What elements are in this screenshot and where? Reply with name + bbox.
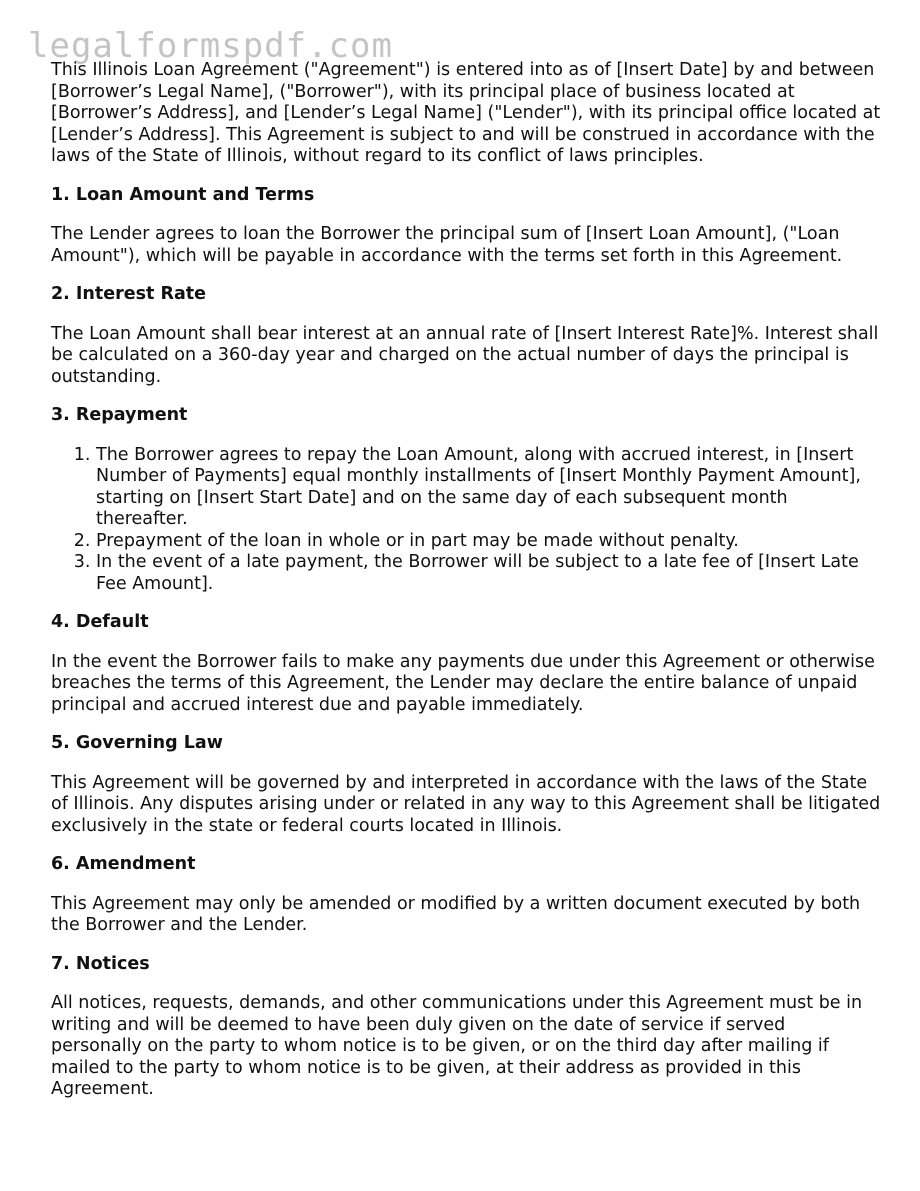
section-heading-repayment: 3. Repayment [51, 405, 188, 425]
section-heading-interest-rate: 2. Interest Rate [51, 284, 207, 304]
section-body-loan-amount: The Lender agrees to loan the Borrower the principal sum of [Insert Loan Amount], ("Loan Amount"), which will be payable in accordance with the terms set forth in this Agreement. [51, 224, 843, 266]
repayment-list [51, 445, 881, 596]
section-heading-amendment: 6. Amendment [51, 854, 196, 874]
document-body [51, 60, 881, 1101]
section-body-amendment: This Agreement may only be amended or modified by a written document executed by both the Borrower and the Lender. [51, 893, 861, 935]
section-body-interest-rate: The Loan Amount shall bear interest at an annual rate of [Insert Interest Rate]%. Interest shall be calculated on a 360-day year and charged on the actual number of days the principal is outstanding. [51, 323, 879, 387]
list-item: 1. The Borrower agrees to repay the Loan Amount, along with accrued interest, in [Insert Number of Payments] equal monthly installments of [Insert Monthly Payment Amount], starting on [Insert Start Date] and on the same day of each subsequent month thereafter. [96, 445, 881, 531]
section-body-notices: All notices, requests, demands, and other communications under this Agreement must be in writing and will be deemed to have been duly given on the date of service if served personally on the party to whom notice is to be given, or on the third day after mailing if mailed to the party to whom notice is to be given, at their address as provided in this Agreement. [51, 993, 863, 1099]
section-heading-loan-amount: 1. Loan Amount and Terms [51, 184, 315, 205]
intro-paragraph: This Illinois Loan Agreement ("Agreement") is entered into as of [Insert Date] by and between [Borrower’s Legal Name], ("Borrower"), with its principal place of business located at [Borrower’s Address], and [Lender’s Legal Name] ("Lender"), with its principal office located at [Lender’s Address]. This Agreement is subject to and will be construed in accordance with the laws of the State of Illinois, without regard to its conflict of laws principles. [51, 60, 881, 166]
section-heading-default: 4. Default [51, 612, 149, 632]
watermark: legalformspdf.com [28, 26, 393, 66]
section-heading-notices: 7. Notices [51, 953, 150, 974]
list-item: 2. Prepayment of the loan in whole or in part may be made without penalty. [96, 531, 881, 553]
list-item: 3. In the event of a late payment, the Borrower will be subject to a late fee of [Insert Late Fee Amount]. [96, 552, 881, 595]
section-heading-governing-law: 5. Governing Law [51, 733, 223, 753]
section-body-governing-law: This Agreement will be governed by and interpreted in accordance with the laws of the State of Illinois. Any disputes arising under or related in any way to this Agreement shall be litigated exclusively in the state or federal courts located in Illinois. [51, 772, 881, 836]
section-body-default: In the event the Borrower fails to make any payments due under this Agreement or otherwise breaches the terms of this Agreement, the Lender may declare the entire balance of unpaid principal and accrued interest due and payable immediately. [51, 651, 875, 715]
